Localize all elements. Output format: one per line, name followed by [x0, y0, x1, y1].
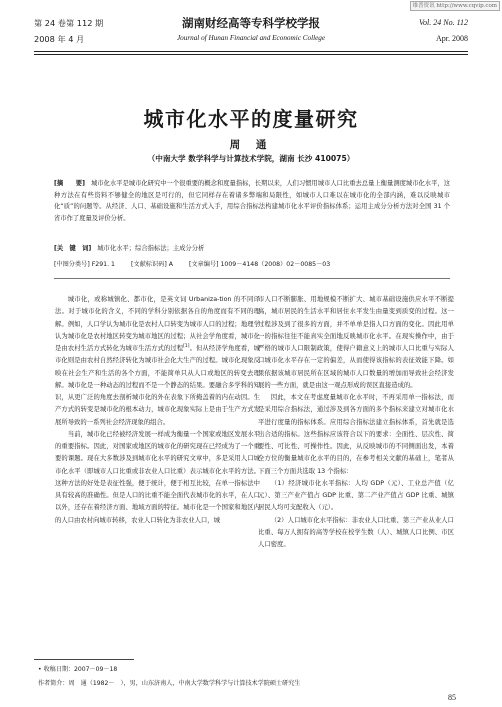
keywords — [54, 243, 450, 252]
keywords-text: 城市化水平；综合指标法；主成分分析 — [97, 245, 205, 252]
keywords-label: [关 键 词] — [54, 245, 92, 252]
journal-name-cn: 湖南财经高等专科学校学报 — [182, 16, 320, 30]
author-affiliation: （中南大学 数学科学与计算技术学院，湖南 长沙 410075） — [147, 154, 355, 163]
author-bio-footnote: 作者简介：周 通（1982－ ），男，山东济南人，中南大学数学科学与计算技术学院硕士研究生 — [38, 680, 301, 687]
journal-name-en: Journal of Hunan Financial and Economic College — [176, 34, 326, 42]
footnote-rule — [34, 659, 134, 660]
header-rule-thin — [34, 54, 468, 55]
paragraph: 市人口不断膨胀、用地规模不断扩大、城市基础设施供应水平不断提高，城市居民的生活水平和居住水平发生由量变到质变的过程。这一过程涉及到了很多的方面，并不单单是指人口方面的变化。因此用单一的指标往往不能真实全面地反映城市化水平。在现实操作中，由于严格的城市人口限制政策，使得户籍意义上的城市人口比重与实际人口城市化水平存在一定的偏差，从而使得该指标的表征效能下降。如果依据该城市居民所在区域的城市人口数量的增加而导致社会经济发展的一些方面，就是由这一观点形成的误区直接造成的。 — [258, 296, 454, 389]
body-column-left — [55, 294, 260, 527]
clc-number: [中图分类号] F291. 1 — [54, 261, 115, 268]
citation-mark: [1] — [183, 343, 190, 349]
received-date-footnote: • 收稿日期：2007－09－18 — [38, 666, 118, 673]
paragraph-text: 。但从经济学角度看，城市化则是由农村自然经济转化为城市社会化大生产的过程。城市化现象反映在社会生产和生活的各个方面，不能简单只从人口或地区的转变去理解。城市化是一种动态的过程而不是一个静态的结果。要融合多学科的知识，从更广泛的角度去剖析城市化的外在表象下所掩盖着的内在动因。生产方式的转变是城市化的根本动力，城市化现象实际上是由于生产方式发展所导致的一系列社会经济现象的组合。 — [55, 345, 260, 426]
author-name: 周 通 — [229, 139, 273, 151]
date-en: Apr. 2008 — [436, 34, 468, 43]
section-divider — [54, 278, 450, 279]
list-item: （1）经济城市化水平指标：人均 GDP（元）、工业总产值（亿元）、第三产业产值占 GDP 比重、第二产业产值占 GDP 比重、城镇居民人均可支配收入（元）。 — [258, 479, 454, 512]
body-column-right — [258, 294, 454, 551]
paragraph: 当前，城市化已经被经济发展一样成为衡量一个国家或地区发展水平的重要指标。因此，对国家或地区的城市化的研究现在已经成为了一个重要的课题。现在大多数涉及到城市化水平的研究文章中，多是采用人口城市化水平（即城市人口比重或非农业人口比重）表示城市化水平的方法。这种方法的好处是表征性强，便于统计，便于相互比较，在单一指标法中具有较高的准确性。但是人口的比重不能全面代表城市化的水平，在人口以外，还存在着经济方面、地域方面的特征。城市化是一个国家和地区内的人口由农村向城市转移，农业人口转化为非农业人口，城 — [55, 430, 260, 524]
volume-cn: 第 24 卷第 112 期 — [34, 18, 104, 28]
abstract-text: 城市化水平是城市化研究中一个很重要的概念和度量指标，长期以来，人们习惯用城市人口比重去总量上衡量测度城市化水平，这种方法在有些资料不够健全的地区是可行的，但它同样存在着诸多弊端和局限性，如城市人口难以在城市化的全部内涵，难以反映城市化“质”的问题等。从经济、人口、基础设施和生活方式入手，用综合指标法构建城市化水平评价指标体系；运用主成分分析方法对全国 31 个省市作了度量及评价分析。 — [54, 180, 451, 223]
journal-header — [34, 14, 468, 48]
paragraph: 因此，本文在考虑度量城市化水平时，不再采用单一指标法，而是采用综合指标法，通过涉及到各方面的多个指标来建立对城市化水平进行度量的指标体系。应用综合指标法建立指标体系，首先就是选出合适的指标。这些指标应该符合以下的要求：全面性、层次性、简要性、可比性、可操作性。因此，从反映城市的不同侧面出发，本着全方位的衡量城市化水平的目的，在参考相关文献的基础上，笔者从下面三个方面共选取 13 个指标： — [258, 394, 454, 475]
paragraph-text: 城市化，或称城镇化、都市化，是英文词 Urbaniza-tion 的不同译法。对于城市化的含义，不同的学科分别依据各自的角度而有不同的理解。例如，人口学认为城市化是农村人口转变为城市人口的过程；地理学认为城市化是农村地区转变为城市地区的过程；从社会学角度看，城市化是由农村生活方式转化为城市生活方式的过程 — [55, 296, 260, 352]
abstract — [54, 178, 450, 225]
watermark: 维普资讯 http://www.cqvip.com — [410, 1, 500, 11]
page-number: 85 — [448, 693, 456, 702]
paper-title: 城市化水平的度量研究 — [143, 107, 359, 131]
volume-en: Vol. 24 No. 112 — [419, 18, 468, 27]
date-cn: 2008 年 4 月 — [34, 34, 85, 44]
abstract-label: [摘 要] — [54, 180, 85, 187]
document-code: [文献标识码] A — [130, 261, 173, 268]
paragraph — [55, 294, 260, 429]
classification-line — [54, 259, 450, 268]
list-item: （2）人口城市化水平指标：非农业人口比重、第三产业从业人口比重、每万人拥有的高等学校在校学生数（人）、城镇人口比例、市区人口密度。 — [258, 516, 454, 548]
article-number: [文章编号] 1009－4148（2008）02－0085－03 — [188, 261, 331, 268]
header-rule-thick — [34, 51, 468, 52]
